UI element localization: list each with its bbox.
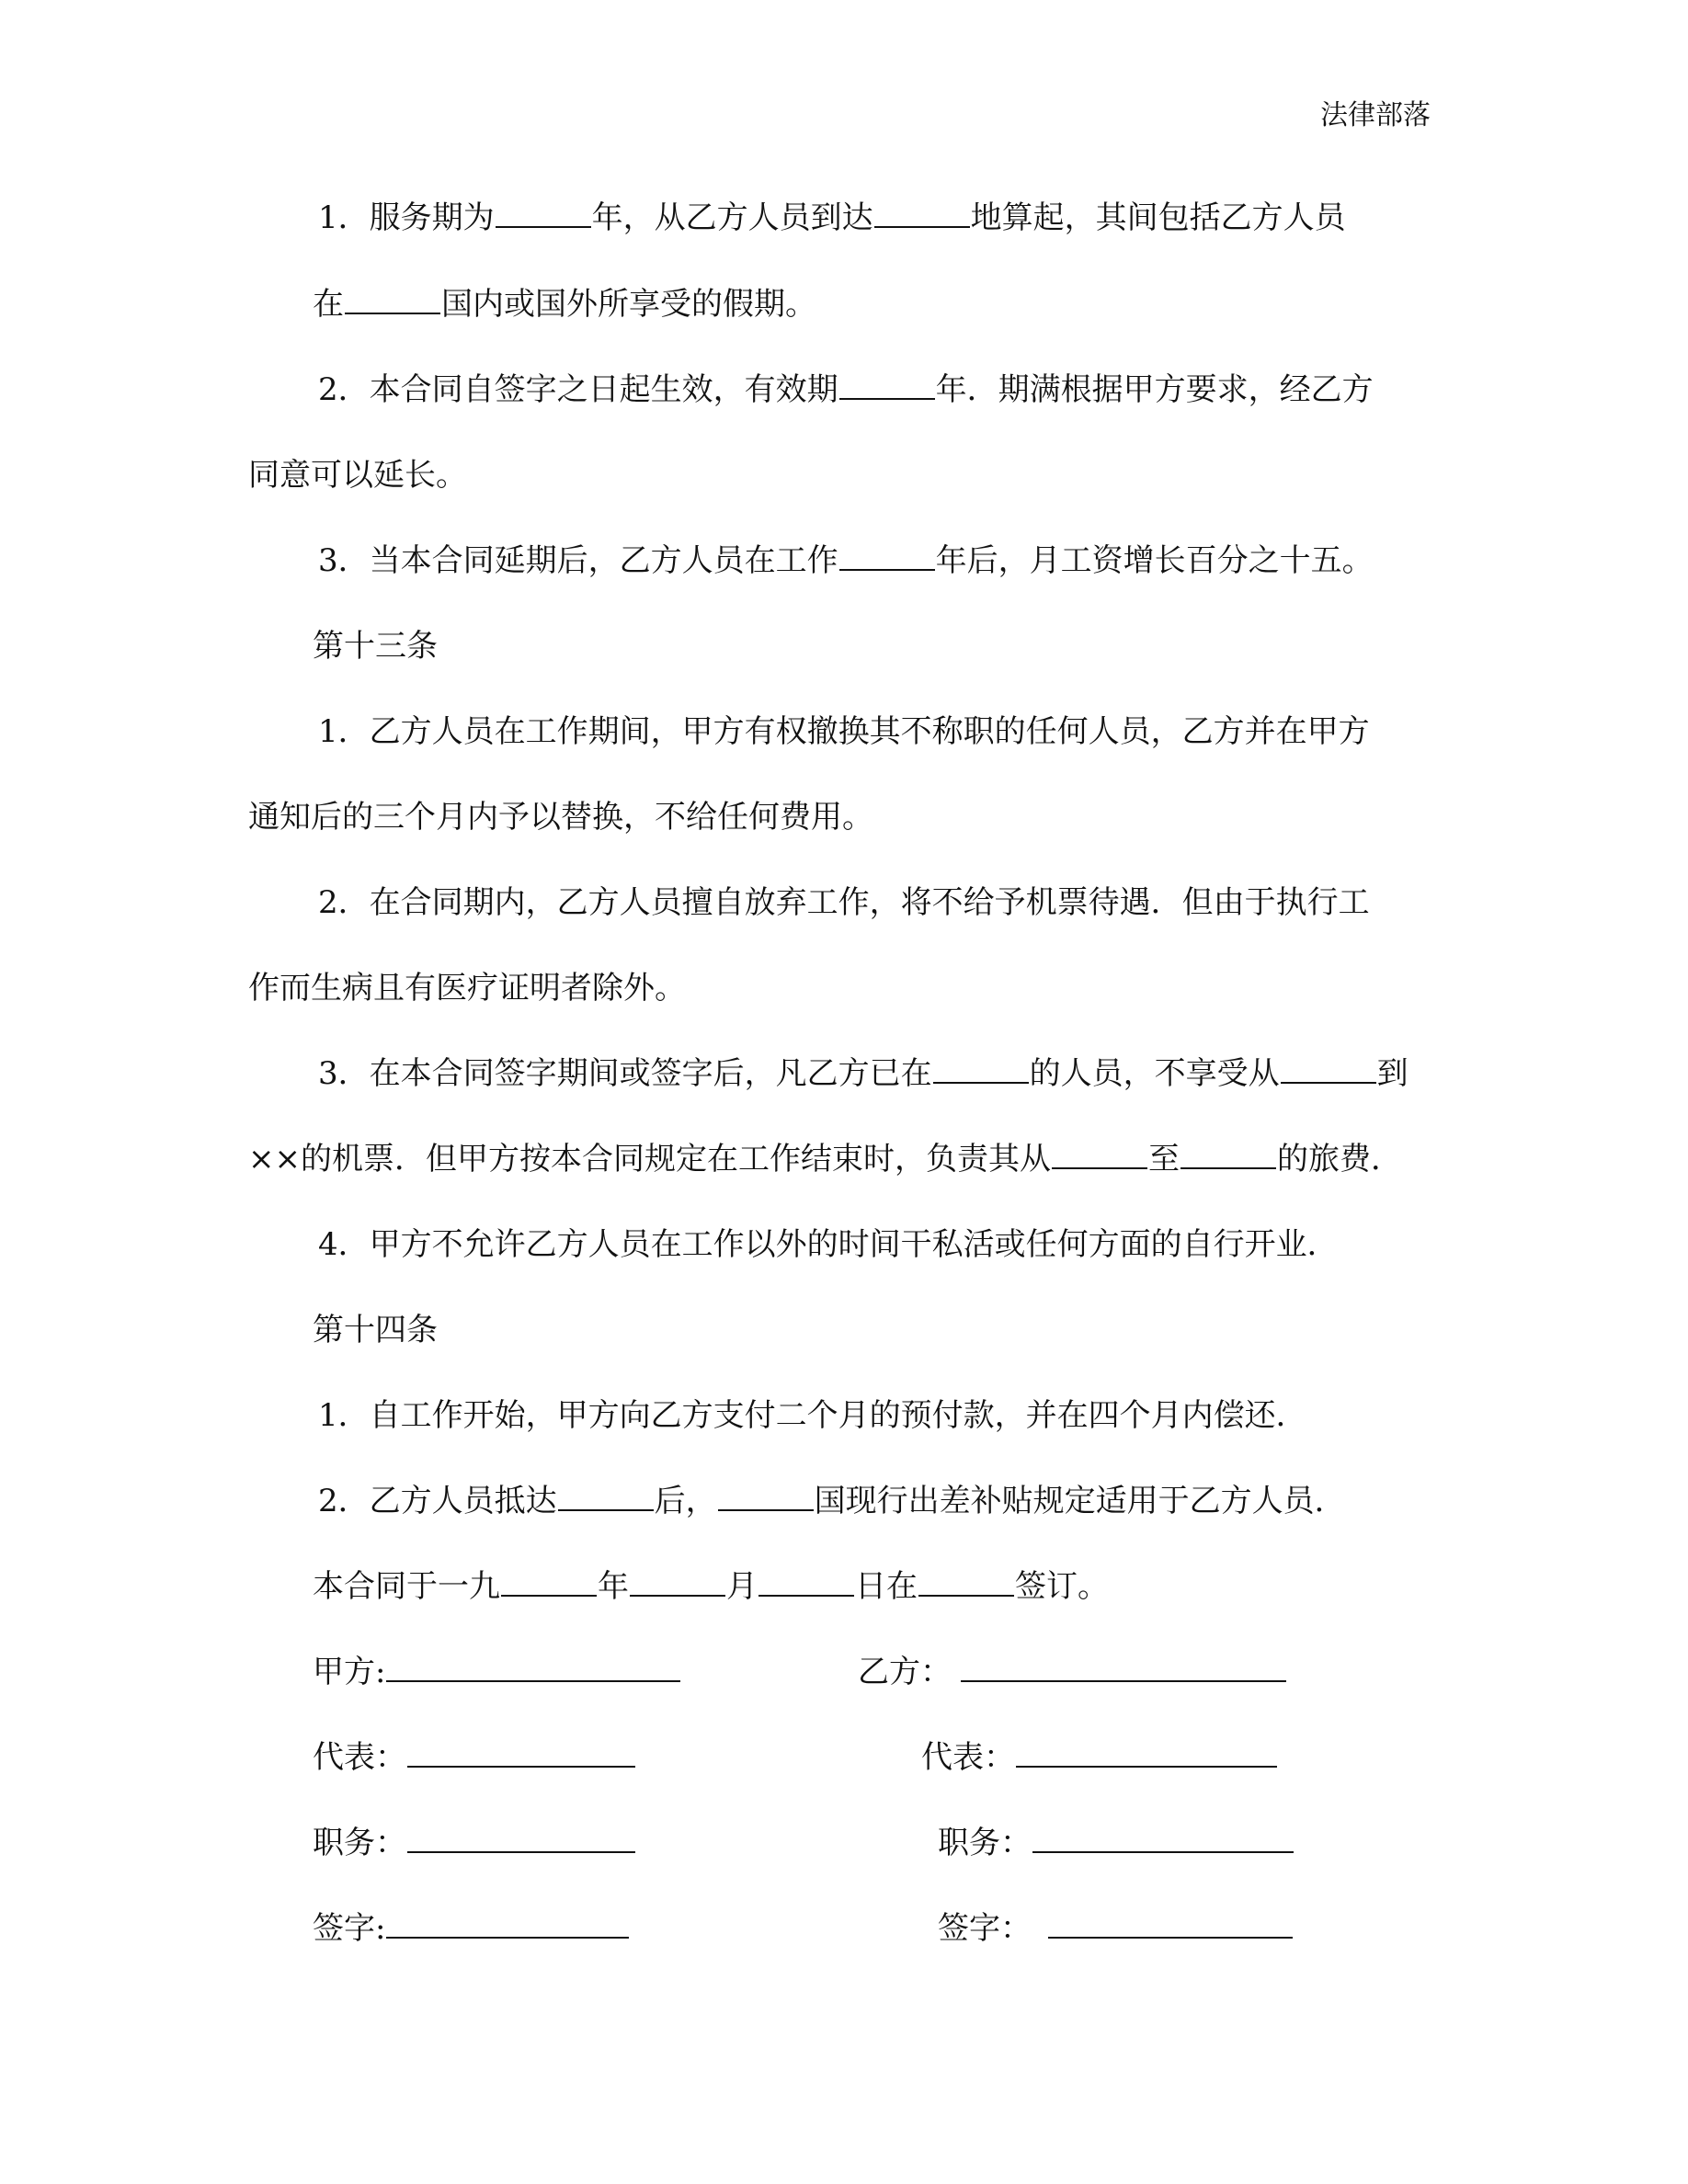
blank-field bbox=[933, 1054, 1029, 1084]
party-a-field bbox=[386, 1653, 680, 1682]
text: 第十四条 bbox=[313, 1312, 438, 1348]
clause-line bbox=[0, 197, 1688, 239]
party-a-label: 甲方: bbox=[313, 1654, 386, 1690]
text: 在 bbox=[313, 286, 344, 323]
date-line bbox=[0, 1565, 1688, 1608]
blank-field bbox=[1052, 1140, 1147, 1169]
party-b-field bbox=[961, 1653, 1286, 1682]
blank-field bbox=[630, 1567, 725, 1597]
article-heading bbox=[0, 625, 1688, 667]
party-b-rep-field bbox=[1016, 1738, 1277, 1768]
blank-field bbox=[558, 1482, 654, 1511]
party-b-title-field bbox=[1032, 1824, 1294, 1853]
clause-line bbox=[0, 454, 1688, 496]
clause-line bbox=[0, 711, 1688, 753]
blank-field bbox=[1180, 1140, 1276, 1169]
blank-field bbox=[839, 541, 935, 571]
text: 月 bbox=[726, 1568, 758, 1605]
party-a-rep-label: 代表： bbox=[313, 1739, 406, 1776]
blank-field bbox=[496, 199, 591, 228]
party-a-sign-line bbox=[313, 1907, 630, 1950]
clause-line bbox=[0, 540, 1688, 582]
party-a-line bbox=[313, 1651, 681, 1693]
text: 本合同于一九 bbox=[313, 1568, 500, 1605]
text: 的旅费． bbox=[1276, 1141, 1402, 1177]
text: 到 bbox=[1376, 1055, 1409, 1092]
clause-line bbox=[0, 1394, 1688, 1437]
text: 2．在合同期内，乙方人员擅自放弃工作，将不给予机票待遇．但由于执行工 bbox=[318, 884, 1370, 921]
party-b-title-line bbox=[938, 1822, 1295, 1864]
page-header: 法律部落 bbox=[1320, 99, 1431, 131]
text: 1．自工作开始，甲方向乙方支付二个月的预付款，并在四个月内偿还． bbox=[318, 1397, 1307, 1434]
text: 通知后的三个月内予以替换，不给任何费用。 bbox=[248, 799, 873, 836]
party-a-rep-field bbox=[407, 1738, 635, 1768]
text: 3．当本合同延期后，乙方人员在工作 bbox=[318, 542, 838, 579]
text: 第十三条 bbox=[313, 628, 438, 665]
article-heading bbox=[0, 1309, 1688, 1351]
text: ××的机票．但甲方按本合同规定在工作结束时，负责其从 bbox=[248, 1141, 1051, 1177]
text: 后， bbox=[654, 1483, 717, 1519]
blank-field bbox=[874, 199, 970, 228]
party-b-line bbox=[858, 1651, 1287, 1693]
party-b-title-label: 职务： bbox=[938, 1825, 1032, 1861]
party-b-rep-line bbox=[921, 1736, 1278, 1779]
text: 2．乙方人员抵达 bbox=[318, 1483, 557, 1519]
text: 4．甲方不允许乙方人员在工作以外的时间干私活或任何方面的自行开业． bbox=[318, 1226, 1339, 1263]
text: 1．服务期为 bbox=[318, 199, 495, 236]
clause-line bbox=[0, 967, 1688, 1009]
text: 3．在本合同签字期间或签字后，凡乙方已在 bbox=[318, 1055, 932, 1092]
party-b-rep-label: 代表： bbox=[921, 1739, 1015, 1776]
text: 年．期满根据甲方要求，经乙方 bbox=[935, 371, 1374, 408]
blank-field bbox=[718, 1482, 814, 1511]
text: 国现行出差补贴规定适用于乙方人员． bbox=[814, 1483, 1346, 1519]
text: 至 bbox=[1147, 1141, 1180, 1177]
party-a-title-line bbox=[313, 1822, 636, 1864]
clause-line bbox=[0, 1223, 1688, 1266]
blank-field bbox=[1281, 1054, 1376, 1084]
clause-line bbox=[0, 1052, 1688, 1095]
text: 签订。 bbox=[1015, 1568, 1109, 1605]
party-b-label: 乙方： bbox=[858, 1654, 952, 1690]
blank-field bbox=[345, 285, 440, 314]
text: 的人员，不享受从 bbox=[1029, 1055, 1280, 1092]
blank-field bbox=[839, 370, 935, 400]
text: 年后，月工资增长百分之十五。 bbox=[935, 542, 1374, 579]
blank-field bbox=[758, 1567, 854, 1597]
text: 国内或国外所享受的假期。 bbox=[441, 286, 816, 323]
clause-line bbox=[0, 369, 1688, 411]
text: 地算起，其间包括乙方人员 bbox=[970, 199, 1346, 236]
party-a-sign-field bbox=[386, 1909, 629, 1939]
party-b-sign-label: 签字： bbox=[938, 1910, 1032, 1947]
blank-field bbox=[501, 1567, 597, 1597]
text: 2．本合同自签字之日起生效，有效期 bbox=[318, 371, 838, 408]
text: 日在 bbox=[855, 1568, 918, 1605]
text: 年 bbox=[598, 1568, 629, 1605]
text: 1．乙方人员在工作期间，甲方有权撤换其不称职的任何人员，乙方并在甲方 bbox=[318, 713, 1370, 750]
party-a-title-label: 职务： bbox=[313, 1825, 406, 1861]
clause-line bbox=[0, 1480, 1688, 1522]
party-a-rep-line bbox=[313, 1736, 636, 1779]
clause-line bbox=[0, 882, 1688, 924]
text: 年，从乙方人员到达 bbox=[591, 199, 873, 236]
text: 同意可以延长。 bbox=[248, 457, 467, 494]
party-b-sign-field bbox=[1048, 1909, 1293, 1939]
party-a-sign-label: 签字: bbox=[313, 1910, 386, 1947]
clause-line bbox=[0, 1138, 1688, 1180]
party-a-title-field bbox=[407, 1824, 635, 1853]
clause-line bbox=[0, 796, 1688, 838]
text: 作而生病且有医疗证明者除外。 bbox=[248, 970, 686, 1007]
clause-line bbox=[0, 283, 1688, 325]
blank-field bbox=[918, 1567, 1014, 1597]
party-b-sign-line bbox=[938, 1907, 1294, 1950]
